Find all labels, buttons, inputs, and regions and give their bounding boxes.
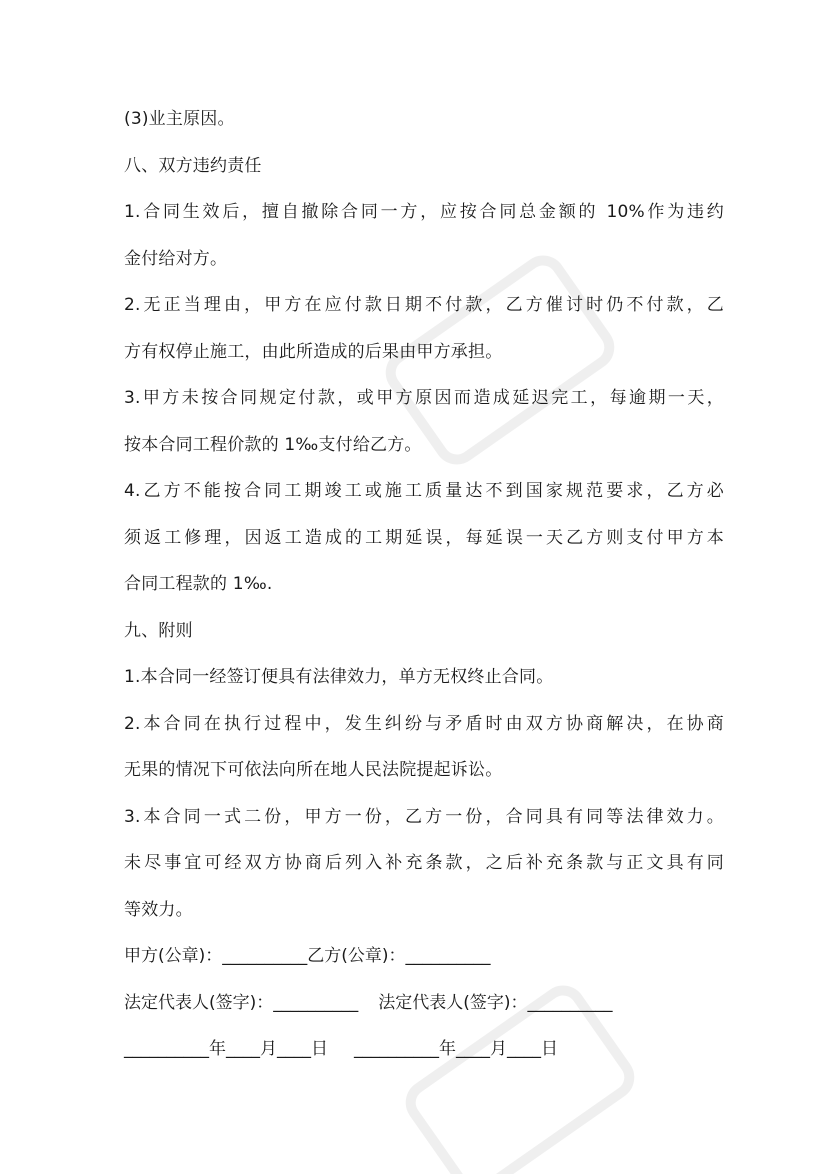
paragraph-line: 1.合同生效后，擅自撤除合同一方，应按合同总金额的 10%作为违约 [124,202,724,222]
party-b-representative-field: 法定代表人(签字)：__________ [378,992,613,1013]
paragraph-line: 2.无正当理由，甲方在应付款日期不付款，乙方催讨时仍不付款，乙 [124,295,724,315]
paragraph-line: 等效力。 [124,899,193,920]
paragraph-line: 2.本合同在执行过程中，发生纠纷与矛盾时由双方协商解决，在协商 [124,713,724,734]
paragraph-line: 须返工修理，因返工造成的工期延误，每延误一天乙方则支付甲方本 [124,527,724,548]
signature-row-date [124,1038,724,1061]
party-a-date-field: __________年____月____日 [124,1039,328,1059]
signature-row-seal [124,945,724,968]
paragraph-line: 未尽事宜可经双方协商后列入补充条款，之后补充条款与正文具有同 [124,853,724,873]
paragraph-line: 金付给对方。 [124,248,228,269]
paragraph-line: 无果的情况下可依法向所在地人民法院提起诉讼。 [124,760,503,780]
paragraph-line: 按本合同工程价款的 1‰支付给乙方。 [124,434,422,455]
party-a-representative-field: 法定代表人(签字)：__________ [124,992,359,1013]
section-heading: 八、双方违约责任 [124,155,262,176]
paragraph-line: 3.甲方未按合同规定付款，或甲方原因而造成延迟完工，每逾期一天， [124,388,724,408]
paragraph-line: 3.本合同一式二份，甲方一份，乙方一份，合同具有同等法律效力。 [124,806,724,827]
party-b-date-field: __________年____月____日 [354,1039,558,1059]
document-body [124,108,724,1085]
party-b-seal-field: 乙方(公章)：__________ [307,946,491,966]
paragraph-line: (3)业主原因。 [124,109,235,129]
party-a-seal-field: 甲方(公章)：__________ [124,946,308,966]
paragraph-line: 4.乙方不能按合同工期竣工或施工质量达不到国家规范要求，乙方必 [124,481,724,501]
paragraph-line: 合同工程款的 1‰. [124,574,273,594]
paragraph-line: 方有权停止施工，由此所造成的后果由甲方承担。 [124,341,503,362]
section-heading: 九、附则 [124,620,193,641]
signature-row-representative [124,992,724,1015]
paragraph-line: 1.本合同一经签订便具有法律效力，单方无权终止合同。 [124,667,554,687]
